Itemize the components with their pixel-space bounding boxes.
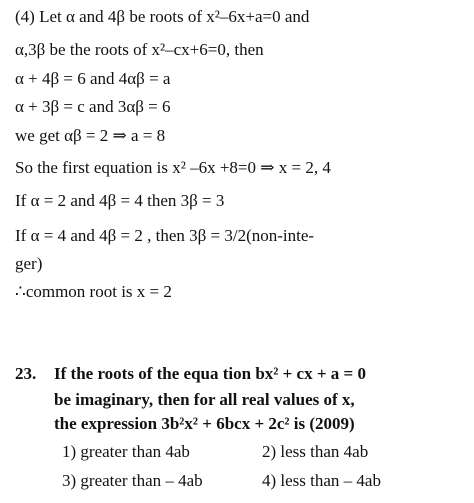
option-3: 3) greater than – 4ab: [62, 471, 203, 490]
solution-line-7: If α = 2 and 4β = 4 then 3β = 3: [15, 191, 225, 210]
question-number: 23.: [15, 364, 37, 383]
solution-line-5: we get αβ = 2 ⇒ a = 8: [15, 126, 166, 145]
option-4: 4) less than – 4ab: [262, 471, 381, 490]
solution-line-2: α,3β be the roots of x²–cx+6=0, then: [15, 40, 264, 59]
option-2: 2) less than 4ab: [262, 442, 369, 461]
solution-line-9: ger): [15, 254, 43, 273]
solution-line-10: ∴common root is x = 2: [15, 282, 172, 301]
solution-line-6: So the first equation is x² –6x +8=0 ⇒ x = 2, 4: [15, 158, 331, 177]
solution-line-8: If α = 4 and 4β = 2 , then 3β = 3/2(non-inte-: [15, 226, 315, 245]
solution-line-1: (4) Let α and 4β be roots of x²–6x+a=0 and: [15, 7, 310, 26]
solution-line-3: α + 4β = 6 and 4αβ = a: [15, 69, 171, 88]
solution-line-4: α + 3β = c and 3αβ = 6: [15, 97, 171, 116]
question-line-2: be imaginary, then for all real values of x,: [54, 390, 355, 409]
question-line-3: the expression 3b²x² + 6bcx + 2c² is (2009): [54, 414, 355, 433]
question-line-1: If the roots of the equa tion bx² + cx + a = 0: [54, 364, 366, 383]
option-1: 1) greater than 4ab: [62, 442, 190, 461]
